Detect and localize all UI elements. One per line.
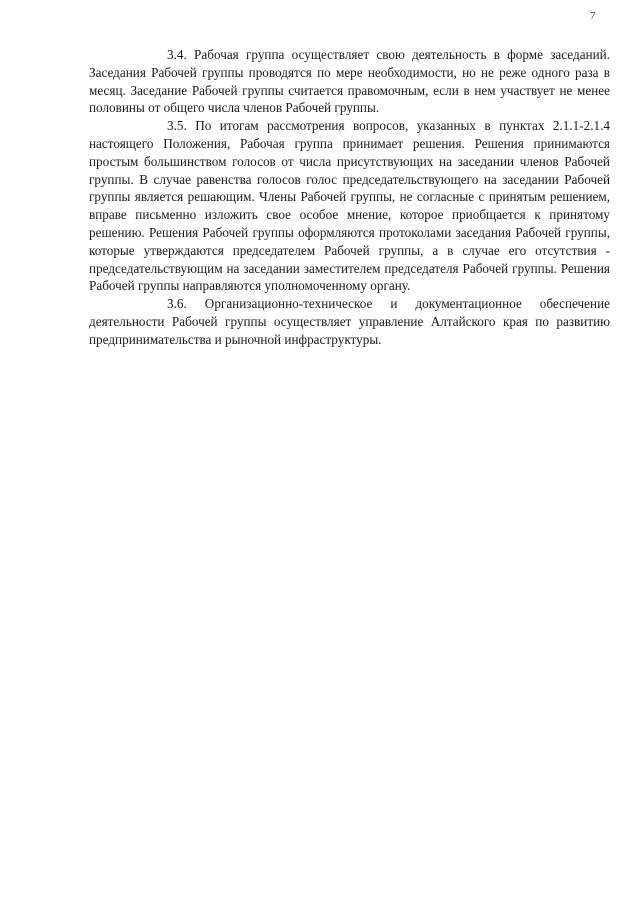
paragraph-3-6: [89, 295, 610, 348]
paragraph-text: Рабочая группа осуществляет свою деятельность в форме заседаний. Заседания Рабочей группы проводятся по мере необходимости, но не реже одного раза в месяц. Заседание Рабочей группы считается правомочным, если в нем участвует не менее половины от общего числа членов Рабочей группы.: [89, 47, 611, 116]
paragraph-number: 3.5.: [167, 118, 187, 134]
paragraph-3-4: [89, 46, 610, 117]
paragraph-text: Организационно-техническое и документационное обеспечение деятельности Рабочей группы осуществляет управление Алтайского края по развитию предпринимательства и рыночной инфраструктуры.: [89, 296, 611, 347]
paragraph-number: 3.4.: [167, 47, 187, 62]
page-number: 7: [590, 10, 596, 22]
paragraph-3-5: [89, 117, 610, 295]
paragraph-text: По итогам рассмотрения вопросов, указанных в пунктах 2.1.1-2.1.4 настоящего Положения, Рабочая группа принимает решения. Решения принимаются простым большинством голосов от числа присутствующих на заседании членов Рабочей группы. В случае равенства голосов голос председательствующего на заседании Рабочей группы является решающим. Члены Рабочей группы, не согласные с принятым решением, вправе письменно изложить свое особое мнение, которое приобщается к принятому решению. Решения Рабочей группы оформляются протоколами заседания Рабочей группы, которые утверждаются председателем Рабочей группы, а в случае его отсутствия - председательствующим на заседании заместителем председателя Рабочей группы. Решения Рабочей группы направляются уполномоченному органу.: [89, 118, 611, 294]
paragraph-number: 3.6.: [167, 296, 187, 312]
document-body: [89, 46, 610, 349]
